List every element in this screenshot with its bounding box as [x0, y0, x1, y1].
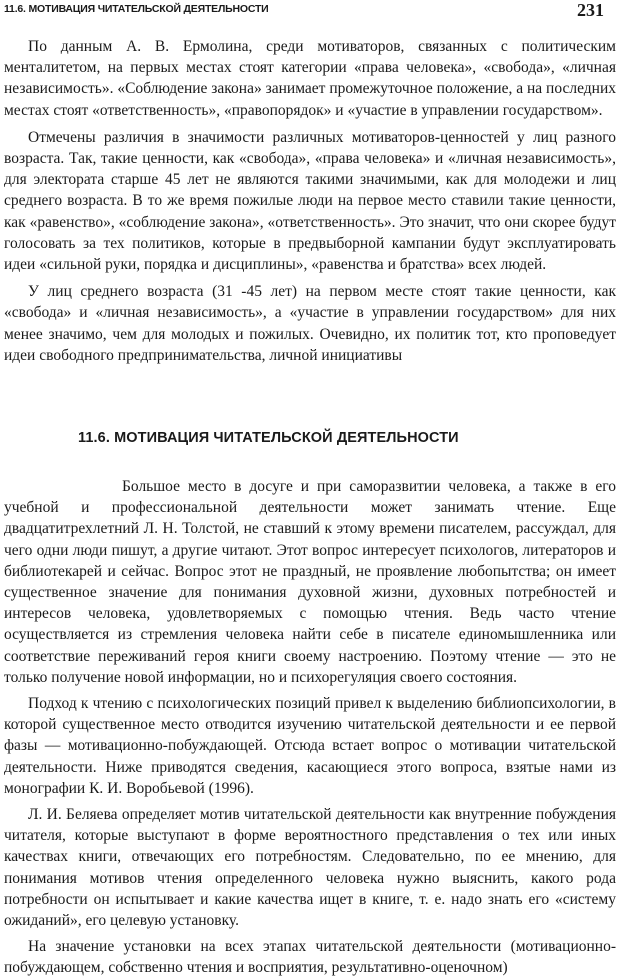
paragraph: Отмечены различия в значимости различных мотиваторов-ценностей у лиц разного возраста. Так, такие ценности, как «свобода», «права человека» и «личная независимость», для электората старше 45 лет не являются такими значимыми, как для молодежи и лиц среднего возраста. В то же время пожилые люди на первое место ставили такие ценности, как «равенство», «соблюдение закона», «ответственность». Это значит, что они скорее будут голосовать за тех политиков, которые в предвыборной кампании будут эксплуатировать идеи «сильной руки, порядка и дисциплины», «равенства и братства» всех людей. [4, 128, 616, 274]
paragraph: Подход к чтению с психологических позиций привел к выделению библиопсихологии, в которой существенное место отводится изучению читательской деятельности и ее первой фазы — мотивационно-побуждающей. Отсюда встает вопрос о мотивации читательской деятельности. Ниже приводятся сведения, касающиеся этого вопроса, взятые нами из монографии К. И. Воробьевой (1996). [4, 695, 616, 797]
paragraph: Л. И. Беляева определяет мотив читательской деятельности как внутренние побуждения читателя, которые выступают в форме вероятностного представления о тех или иных качествах книги, отвечающих его потребностям. Следовательно, по ее мнению, для понимания мотивов чтения определенного человека нужно выяснить, какого рода потребности он испытывает и какие качества ищет в книге, т. е. надо знать его «систему ожиданий», его целевую установку. [4, 806, 616, 930]
text-block-section-body [4, 476, 616, 979]
paragraph: На значение установки на всех этапах читательской деятельности (мотивационно-побуждающем, собственно чтения и восприятия, результативно-оценочном) [4, 938, 616, 977]
text-block-before-section [4, 36, 616, 366]
paragraph: По данным А. В. Ермолина, среди мотиваторов, связанных с политическим менталитетом, на первых местах стоят категории «права человека», «свобода», «личная независимость». «Соблюдение закона» занимает промежуточное положение, а на последних местах стоят «ответственность», «правопорядок» и «участие в управлении государством». [4, 38, 616, 119]
running-head: 11.6. МОТИВАЦИЯ ЧИТАТЕЛЬСКОЙ ДЕЯТЕЛЬНОСТИ [4, 3, 269, 15]
page-number: 231 [577, 0, 604, 20]
paragraph: Большое место в досуге и при саморазвитии человека, а также в его учебной и профессиональной деятельности может занимать чтение. Еще двадцатитрехлетний Л. Н. Толстой, не ставший к этому времени писателем, рассуждал, для чего одни люди пишут, а другие читают. Этот вопрос интересует психологов, литераторов и библиотекарей и сейчас. Вопрос этот не праздный, не проявление любопытства; он имеет существенное значение для понимания духовной жизни, духовных потребностей и интересов человека, удовлетворяемых с помощью чтения. Ведь часто чтение осуществляется из стремления человека найти себе в писателе единомышленника или соответствие переживаний героя книги своему настроению. Поэтому чтение — это не только получение новой информации, но и психорегуляция своего состояния. [4, 478, 616, 686]
paragraph: У лиц среднего возраста (31 -45 лет) на первом месте стоят такие ценности, как «свобода» и «личная независимость», а «участие в управлении государством» для них менее значимо, чем для молодых и пожилых. Очевидно, их политик тот, кто проповедует идеи свободного предпринимательства, личной инициативы [4, 283, 616, 364]
section-heading: 11.6. МОТИВАЦИЯ ЧИТАТЕЛЬСКОЙ ДЕЯТЕЛЬНОСТИ [78, 430, 459, 446]
